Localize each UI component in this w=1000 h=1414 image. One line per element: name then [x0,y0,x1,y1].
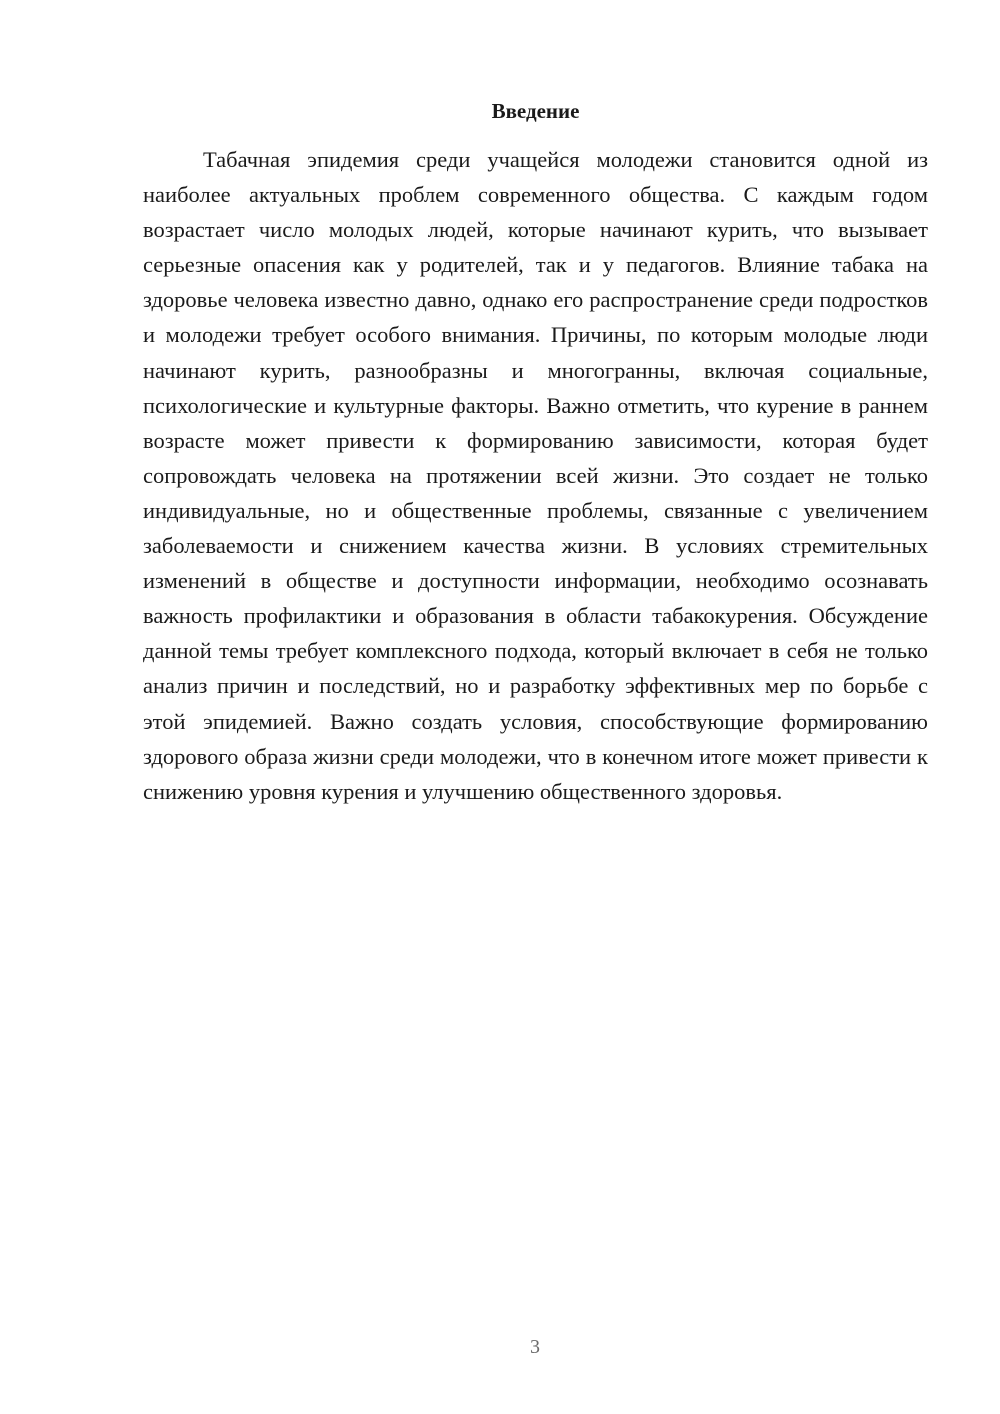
page-number: 3 [530,1336,540,1358]
body-paragraph: Табачная эпидемия среди учащейся молодежи становится одной из наиболее актуальных проблем современного общества. С каждым годом возрастает число молодых людей, которые начинают курить, что вызывает серьезные опасения как у родителей, так и у педагогов. Влияние табака на здоровье человека известно давно, однако его распространение среди подростков и молодежи требует особого внимания. Причины, по которым молодые люди начинают курить, разнообразны и многогранны, включая социальные, психологические и культурные факторы. Важно отметить, что курение в раннем возрасте может привести к формированию зависимости, которая будет сопровождать человека на протяжении всей жизни. Это создает не только индивидуальные, но и общественные проблемы, связанные с увеличением заболеваемости и снижением качества жизни. В условиях стремительных изменений в обществе и доступности информации, необходимо осознавать важность профилактики и образования в области табакокурения. Обсуждение данной темы требует комплексного подхода, который включает в себя не только анализ причин и последствий, но и разработку эффективных мер по борьбе с этой эпидемией. Важно создать условия, способствующие формированию здорового образа жизни среди молодежи, что в конечном итоге может привести к снижению уровня курения и улучшению общественного здоровья. [143,147,928,804]
section-heading: Введение [491,99,580,123]
